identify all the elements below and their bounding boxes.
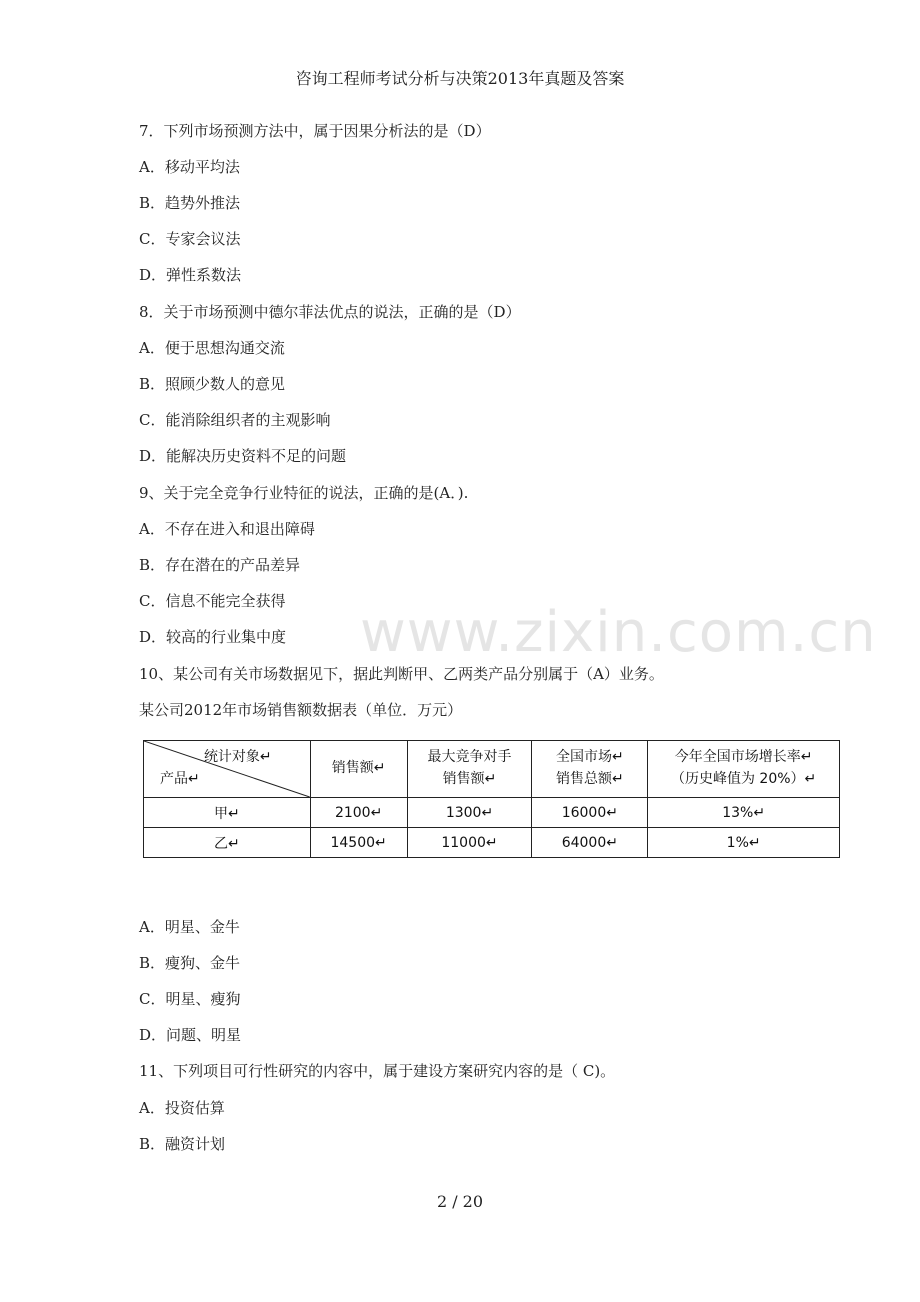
header-line: 销售额↵ <box>442 771 497 787</box>
table-row <box>144 798 840 828</box>
question-8-option-a: A．便于思想沟通交流 <box>139 339 285 357</box>
table-cell: 11000↵ <box>407 828 532 858</box>
table-cell: 1300↵ <box>407 798 532 828</box>
corner-label-bottom: 产品↵ <box>160 771 200 788</box>
table-caption: 某公司2012年市场销售额数据表（单位．万元） <box>139 701 463 719</box>
question-10-option-b: B．瘦狗、金牛 <box>139 954 241 972</box>
table-row <box>144 828 840 858</box>
question-9-option-a: A．不存在进入和退出障碍 <box>139 520 315 538</box>
header-cell <box>648 741 840 798</box>
table-cell: 2100↵ <box>310 798 407 828</box>
header-line: 全国市场↵ <box>555 749 624 766</box>
question-10-option-a: A．明星、金牛 <box>139 918 240 936</box>
table-header-row <box>144 741 840 798</box>
question-7-option-a: A．移动平均法 <box>139 158 240 176</box>
table-cell: 16000↵ <box>532 798 648 828</box>
question-9-option-b: B．存在潜在的产品差异 <box>139 556 301 574</box>
question-10-option-d: D．问题、明星 <box>139 1026 242 1044</box>
header-line: 销售额↵ <box>331 760 386 777</box>
question-11-option-a: A．投资估算 <box>139 1099 225 1117</box>
question-11-option-b: B．融资计划 <box>139 1135 226 1153</box>
corner-label-top: 统计对象↵ <box>203 749 272 765</box>
table-corner-cell <box>144 741 311 798</box>
question-9-stem: 9、关于完全竞争行业特征的说法，正确的是(A．). <box>139 484 469 502</box>
question-8-option-b: B．照顾少数人的意见 <box>139 375 286 393</box>
question-7-option-d: D．弹性系数法 <box>139 266 242 284</box>
header-line: 今年全国市场增长率↵ <box>674 749 813 766</box>
header-line: 销售总额↵ <box>555 771 624 787</box>
table-cell: 乙↵ <box>144 828 311 858</box>
table-cell: 1%↵ <box>648 828 840 858</box>
header-cell <box>310 741 407 798</box>
question-7-option-c: C．专家会议法 <box>139 230 241 248</box>
header-cell <box>407 741 532 798</box>
question-9-option-c: C．信息不能完全获得 <box>139 592 286 610</box>
question-7-option-b: B．趋势外推法 <box>139 194 241 212</box>
header-line: （历史峰值为 20%）↵ <box>670 771 817 787</box>
market-data-table <box>143 740 840 856</box>
table-cell: 甲↵ <box>144 798 311 828</box>
table-cell: 64000↵ <box>532 828 648 858</box>
page-number: 2 / 20 <box>436 1192 484 1211</box>
question-10-option-c: C．明星、瘦狗 <box>139 990 241 1008</box>
question-7-stem: 7．下列市场预测方法中，属于因果分析法的是（D） <box>139 122 491 140</box>
question-8-option-d: D．能解决历史资料不足的问题 <box>139 447 347 465</box>
question-10-stem: 10、某公司有关市场数据见下，据此判断甲、乙两类产品分别属于（A）业务。 <box>139 665 664 683</box>
question-8-stem: 8．关于市场预测中德尔菲法优点的说法，正确的是（D） <box>139 303 521 321</box>
table-cell: 13%↵ <box>648 798 840 828</box>
watermark: www.zixin.com.cn <box>360 600 877 665</box>
question-9-option-d: D．较高的行业集中度 <box>139 628 287 646</box>
header-cell <box>532 741 648 798</box>
question-8-option-c: C．能消除组织者的主观影响 <box>139 411 331 429</box>
header-line: 最大竞争对手 <box>427 749 512 766</box>
question-11-stem: 11、下列项目可行性研究的内容中，属于建设方案研究内容的是（ C)。 <box>139 1062 616 1080</box>
document-title: 咨询工程师考试分析与决策2013年真题及答案 <box>295 69 625 88</box>
table-cell: 14500↵ <box>310 828 407 858</box>
